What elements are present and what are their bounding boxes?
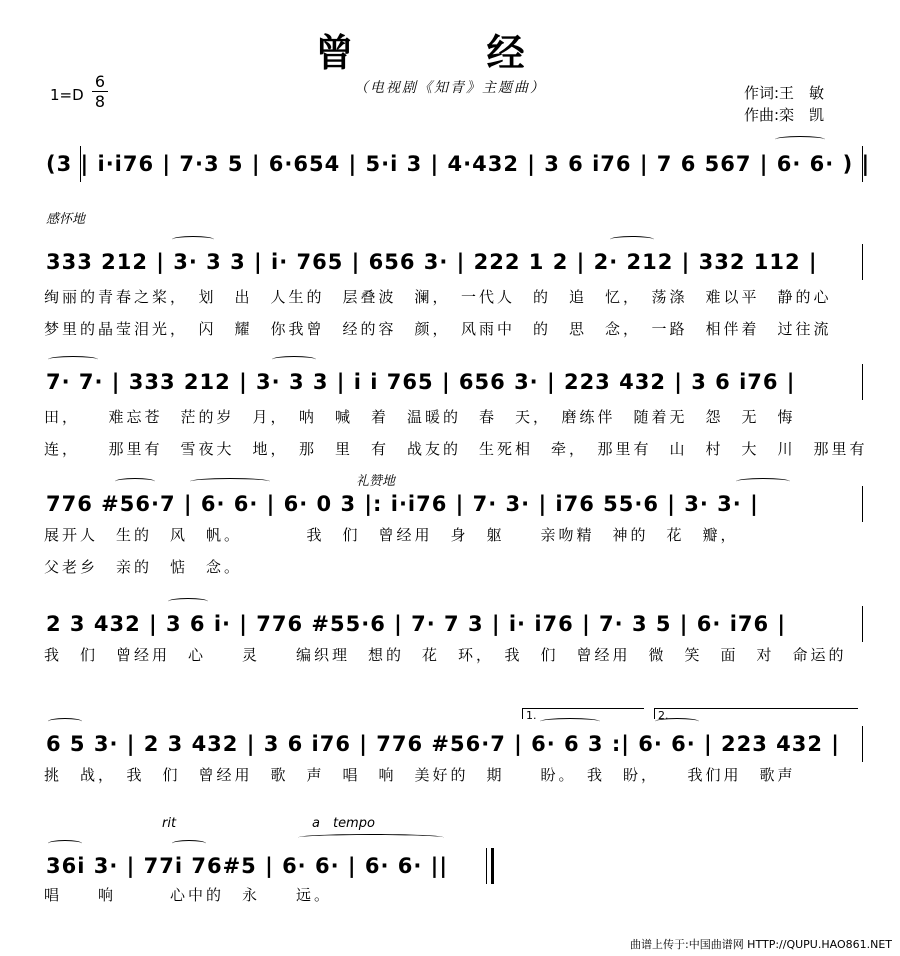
expression-mark: 礼赞地 (356, 474, 396, 489)
volta-first-ending: 1. (522, 708, 644, 719)
lyrics-verse-1: 唱 响 心中的 永 远。 (44, 886, 333, 904)
tie-slur (298, 834, 444, 841)
notation-line: 6 5 3· | 2 3 432 | 3 6 i76 | 776 #56·7 | 6· 6 3 :| 6· 6· | 223 432 | (46, 732, 840, 756)
notation-line: 333 212 | 3· 3 3 | i· 765 | 656 3· | 222 1 2 | 2· 212 | 332 112 | (46, 250, 818, 274)
lyrics-verse-2: 父老乡 亲的 惦 念。 (44, 558, 243, 576)
expression-mark: a tempo (312, 816, 375, 831)
lyrics-verse-2: 梦里的晶莹泪光， 闪 耀 你我曾 经的容 颜， 风雨中 的 思 念， 一路 相伴着 过往流 (44, 320, 832, 338)
watermark-footer: 曲谱上传于:中国曲谱网 HTTP://QUPU.HAO861.NET (629, 938, 892, 951)
tie-slur (48, 840, 82, 847)
lyrics-verse-1: 绚丽的青春之桨， 划 出 人生的 层叠波 澜， 一代人 的 追 忆， 荡涤 难以平 静的心 (44, 288, 832, 306)
tie-slur (610, 236, 654, 243)
volta-second-ending: 2. (654, 708, 858, 719)
barline (862, 606, 863, 642)
notation-line: (3 | i·i76 | 7·3 5 | 6·654 | 5·i 3 | 4·432 | 3 6 i76 | 7 6 567 | 6· 6· ) | (46, 152, 871, 176)
barline (862, 364, 863, 400)
lyrics-verse-1: 挑 战， 我 们 曾经用 歌 声 唱 响 美好的 期 盼。 我 盼， 我们用 歌声 (44, 766, 796, 784)
barline (862, 726, 863, 762)
tie-slur (172, 236, 214, 243)
tie-slur (190, 478, 270, 485)
tie-slur (168, 598, 208, 605)
lyrics-verse-2: 连， 那里有 雪夜大 地， 那 里 有 战友的 生死相 牵， 那里有 山 村 大 川 那里有 (44, 440, 868, 458)
time-signature (92, 72, 108, 111)
tie-slur (736, 478, 790, 485)
barline (862, 244, 863, 280)
notation-line: 776 #56·7 | 6· 6· | 6· 0 3 |: i·i76 | 7· 3· | i76 55·6 | 3· 3· | (46, 492, 759, 516)
lyrics-verse-1: 我 们 曾经用 心 灵 编织理 想的 花 环， 我 们 曾经用 微 笑 面 对 命运的 (44, 646, 847, 664)
meter-denominator: 8 (92, 91, 108, 111)
expression-mark: rit (162, 816, 177, 831)
tie-slur (115, 478, 155, 485)
lyricist-credit: 作词:王 敏 (744, 84, 825, 102)
tie-slur (272, 356, 316, 363)
key-signature: 1=D (50, 86, 84, 104)
final-barline (491, 848, 494, 884)
score-system-1 (0, 144, 900, 198)
song-subtitle: （电视剧《知青》主题曲） (354, 80, 546, 96)
expression-mark: 感怀地 (46, 212, 86, 227)
tie-slur (775, 136, 825, 143)
notation-line: 2 3 432 | 3 6 i· | 776 #55·6 | 7· 7 3 | i· i76 | 7· 3 5 | 6· i76 | (46, 612, 787, 636)
barline (862, 486, 863, 522)
tie-slur (48, 718, 82, 725)
tie-slur (540, 718, 600, 725)
lyrics-verse-1: 田， 难忘苍 茫的岁 月， 呐 喊 着 温暖的 春 天， 磨练伴 随着无 怨 无 悔 (44, 408, 796, 426)
song-title: 曾 经 (315, 30, 585, 75)
composer-credit: 作曲:栾 凯 (744, 106, 825, 124)
barline (486, 848, 487, 884)
meter-numerator: 6 (94, 72, 106, 91)
tie-slur (48, 356, 98, 363)
tie-slur (172, 840, 206, 847)
notation-line: 7· 7· | 333 212 | 3· 3 3 | i i 765 | 656 3· | 223 432 | 3 6 i76 | (46, 370, 796, 394)
lyrics-verse-1: 展开人 生的 风 帆。 我 们 曾经用 身 躯 亲吻精 神的 花 瓣， (44, 526, 739, 544)
notation-line: 36i 3· | 77i 76#5 | 6· 6· | 6· 6· || (46, 854, 448, 878)
